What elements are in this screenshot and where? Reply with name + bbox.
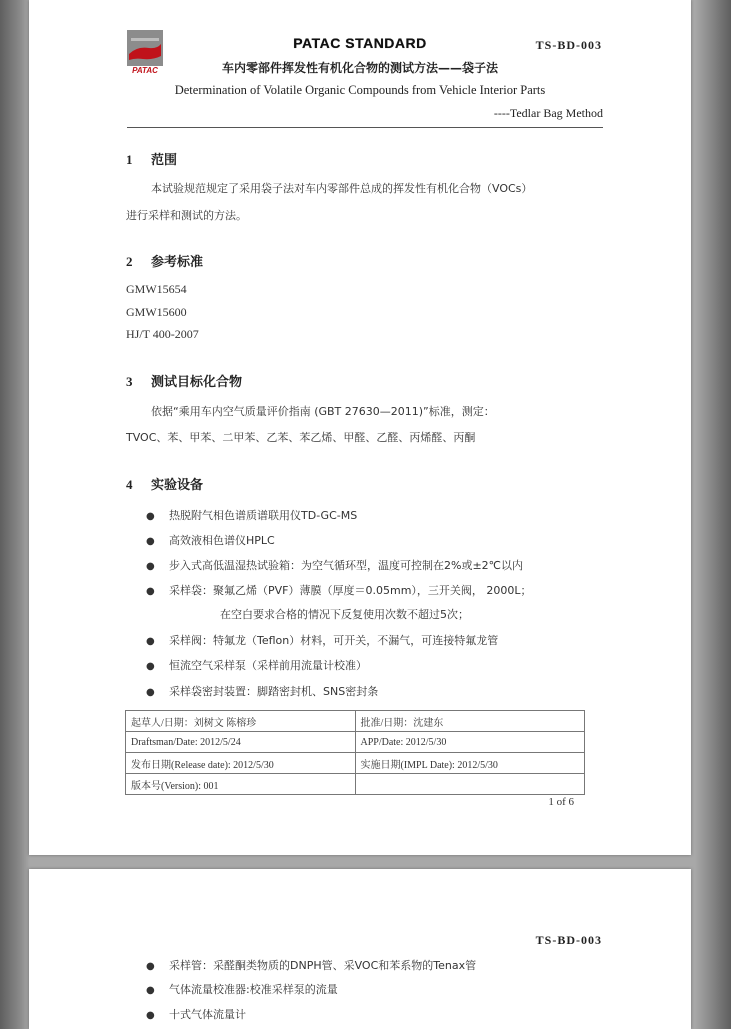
equipment-item: ● 采样管：采醛酮类物质的DNPH管、采VOC和苯系物的Tenax管 <box>146 959 477 972</box>
equipment-item: ● 步入式高低温湿热试验箱：为空气循环型，温度可控制在2%或±2℃以内 <box>146 559 524 572</box>
document-page-1 <box>29 0 691 855</box>
equipment-item: ● 采样阀：特氟龙（Teflon）材料，可开关，不漏气，可连接特氟龙管 <box>146 634 499 647</box>
bullet-icon: ● <box>146 1010 155 1021</box>
table-cell <box>355 774 585 795</box>
title-chinese: 车内零部件挥发性有机化合物的测试方法——袋子法 <box>221 61 498 75</box>
section-1-line-1: 本试验规范规定了采用袋子法对车内零部件总成的挥发性有机化合物（VOCs） <box>151 182 533 195</box>
table-cell: APP/Date: 2012/5/30 <box>355 732 585 753</box>
section-3-heading <box>126 371 242 390</box>
table-cell: 实施日期(IMPL Date): 2012/5/30 <box>355 753 585 774</box>
equipment-item: ● 热脱附气相色谱质谱联用仪TD-GC-MS <box>146 509 358 522</box>
bullet-icon: ● <box>146 687 155 698</box>
table-row <box>126 711 585 732</box>
bullet-icon: ● <box>146 586 155 597</box>
section-2-heading <box>126 251 203 270</box>
equipment-item: ● 高效液相色谱仪HPLC <box>146 534 275 547</box>
reference-item: HJ/T 400-2007 <box>126 327 199 341</box>
equipment-item: ● 采样袋：聚氟乙烯（PVF）薄膜（厚度＝0.05mm），三开关阀， 2000L； <box>146 584 532 597</box>
section-2-number: 2 <box>126 254 133 269</box>
section-3-title: 测试目标化合物 <box>151 375 243 390</box>
bullet-icon: ● <box>146 511 155 522</box>
equipment-item-continuation: 在空白要求合格的情况下反复使用次数不超过5次； <box>220 608 469 621</box>
table-row <box>126 753 585 774</box>
bullet-icon: ● <box>146 561 155 572</box>
table-cell: 发布日期(Release date): 2012/5/30 <box>126 753 356 774</box>
reference-item: GMW15654 <box>126 282 187 296</box>
table-row <box>126 732 585 753</box>
bullet-icon: ● <box>146 661 155 672</box>
equipment-item: ● 恒流空气采样泵（采样前用流量计校准） <box>146 659 367 672</box>
title-subtitle: ----Tedlar Bag Method <box>493 106 603 120</box>
logo-text: PATAC <box>132 66 158 75</box>
table-cell: 版本号(Version): 001 <box>126 774 356 795</box>
section-1-title: 范围 <box>151 153 178 168</box>
table-cell: Draftsman/Date: 2012/5/24 <box>126 732 356 753</box>
equipment-item: ● 采样袋密封装置：脚踏密封机、SNS密封条 <box>146 685 379 698</box>
standard-title: PATAC STANDARD <box>293 35 427 51</box>
section-1-number: 1 <box>126 152 133 167</box>
document-page-2 <box>29 869 691 1029</box>
table-cell: 起草人/日期：刘树文 陈榕珍 <box>126 711 356 732</box>
bullet-icon: ● <box>146 985 155 996</box>
section-3-line-2: TVOC、苯、甲苯、二甲苯、乙苯、苯乙烯、甲醛、乙醛、丙烯醛、丙酮 <box>126 431 476 444</box>
page-number: 1 of 6 <box>548 796 574 808</box>
section-2-title: 参考标准 <box>151 255 204 270</box>
reference-item: GMW15600 <box>126 305 187 319</box>
section-4-number: 4 <box>126 477 133 492</box>
document-number: TS-BD-003 <box>535 933 602 947</box>
header-divider <box>127 127 603 128</box>
section-4-title: 实验设备 <box>151 478 204 493</box>
table-row <box>126 774 585 795</box>
section-1-line-2: 进行采样和测试的方法。 <box>126 209 247 222</box>
equipment-item: ● 十式气体流量计 <box>146 1008 246 1021</box>
section-3-line-1: 依据“乘用车内空气质量评价指南 (GBT 27630—2011)”标准，测定： <box>151 405 495 418</box>
bullet-icon: ● <box>146 961 155 972</box>
title-english: Determination of Volatile Organic Compounds from Vehicle Interior Parts <box>174 83 546 97</box>
section-3-number: 3 <box>126 374 133 389</box>
table-cell: 批准/日期：沈建东 <box>355 711 585 732</box>
equipment-item: ● 气体流量校准器:校准采样泵的流量 <box>146 983 338 996</box>
section-1-heading <box>126 149 177 168</box>
bullet-icon: ● <box>146 636 155 647</box>
section-4-heading <box>126 474 203 493</box>
document-number: TS-BD-003 <box>535 38 602 52</box>
bullet-icon: ● <box>146 536 155 547</box>
approval-table <box>125 710 585 795</box>
